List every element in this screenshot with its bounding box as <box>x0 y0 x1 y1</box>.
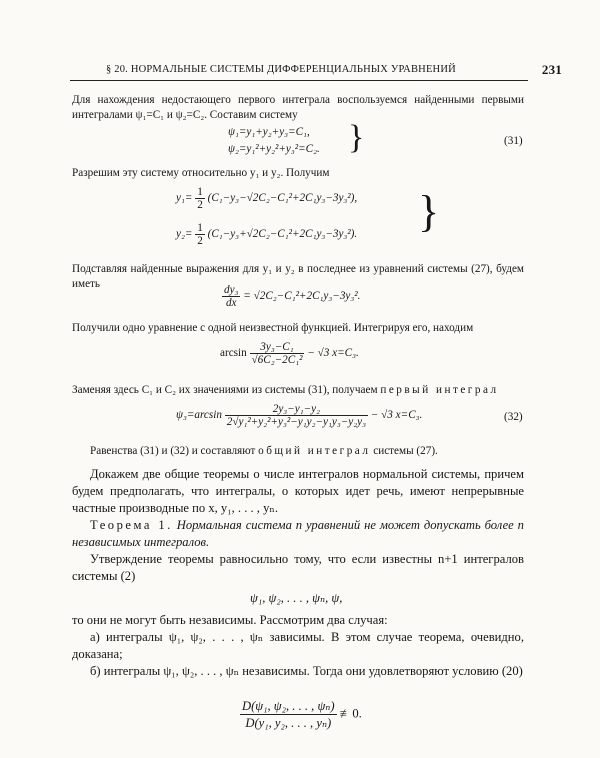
equation-dy3 <box>222 284 360 309</box>
paragraph-substitute: Подставляя найденные выражения для y₁ и y₂ в последнее из уравнений системы (27), будем иметь <box>72 263 524 290</box>
paragraph-two-cases: то они не могут быть независимы. Рассмотрим два случая: <box>72 613 388 627</box>
arcsin-fn: arcsin <box>220 347 247 360</box>
half-fraction-2: $\frac{1}{2}$ <box>197 222 203 247</box>
solution-y2 <box>176 222 357 247</box>
theorem-1 <box>72 517 524 551</box>
section-title: § 20. НОРМАЛЬНЫЕ СИСТЕМЫ ДИФФЕРЕНЦИАЛЬНЫХ УРАВНЕНИЙ <box>106 64 456 75</box>
dy3-dx-fraction: $\frac{\text{dy₃}}{dx}$ <box>224 284 239 309</box>
case-a: а) интегралы ψ₁, ψ₂, . . . , ψₙ зависимы. В этом случае теорема, очевидно, доказана; <box>72 630 524 661</box>
equation-arcsin <box>220 341 359 366</box>
theorem-label: Теорема 1. <box>90 518 173 532</box>
equation-tag-31: (31) <box>504 135 523 147</box>
psi3-lhs: ψ₃=arcsin <box>176 409 222 422</box>
running-header <box>70 62 562 81</box>
half-fraction-1: $\frac{1}{2}$ <box>197 186 203 211</box>
paragraph-integrate: Получили одно уравнение с одной неизвестной функцией. Интегрируя его, находим <box>72 322 474 334</box>
paragraph-first-integral: Заменяя здесь C₁ и C₂ их значениями из системы (31), получаем первый интеграл <box>72 384 499 396</box>
jacobian-fraction: $\frac{\text{D(ψ₁, ψ₂, . . . , ψₙ)}}{\text{D(y₁, y₂, . . . , yₙ)}}$ <box>242 699 335 730</box>
paragraph-theorems-intro: Докажем две общие теоремы о числе интегралов нормальной системы, причем будем предполагать, что интегралы, о которых идет речь, имеют непрерывные частные производные по x, y₁, . . . , yₙ. <box>72 467 524 515</box>
term-first-integral: первый интеграл <box>380 384 499 396</box>
theorem-statement: Нормальная система n уравнений не может допускать более n независимых интегралов. <box>72 518 524 549</box>
arcsin-fraction: $\frac{\text{3y₃−C₁}}{\text{√6C₂−2C₁²}}$ <box>251 341 303 366</box>
term-general-integral: общий интеграл <box>258 445 371 457</box>
equation-tag-32: (32) <box>504 411 523 423</box>
paragraph-general-integral: Равенства (31) и (32) и составляют общий интеграл системы (27). <box>90 445 438 457</box>
paragraph-solve: Разрешим эту систему относительно y₁ и y₂. Получим <box>72 167 330 179</box>
psi3-rhs: − √3 x=C₃. <box>370 409 423 422</box>
paragraph-intro: Для нахождения недостающего первого интеграла воспользуемся найденными первыми интегралами ψ₁=C₁ и ψ₂=C₂. Составим систему <box>72 94 524 121</box>
y2-lhs: y₂= <box>176 228 193 241</box>
solution-y1 <box>176 186 357 211</box>
system31-line2: ψ₂=y₁²+y₂²+y₃²=C₂. <box>228 143 320 155</box>
arcsin-rhs: − √3 x=C₃. <box>307 347 359 360</box>
equation-32 <box>176 403 422 428</box>
y2-body: (C₁−y₃+√2C₂−C₁²+2C₁y₃−3y₃²). <box>207 228 358 241</box>
jacobian-condition <box>240 698 362 731</box>
dy3-rhs: = √2C₂−C₁²+2C₁y₃−3y₃². <box>243 290 361 303</box>
paragraph-equivalent: Утверждение теоремы равносильно тому, что если известны n+1 интегралов системы (2) <box>72 552 524 583</box>
y1-body: (C₁−y₃−√2C₂−C₁²+2C₁y₃−3y₃²), <box>207 192 358 205</box>
case-b: б) интегралы ψ₁, ψ₂, . . . , ψₙ независимы. Тогда они удовлетворяют условию (20) <box>90 664 523 678</box>
system31-line1: ψ₁=y₁+y₂+y₃=C₁, <box>228 126 310 138</box>
brace-31: } <box>348 119 365 156</box>
psi3-fraction: $\frac{\text{2y₃−y₁−y₂}}{\text{2√y₁²+y₂²+y₃²−y₁y₂−y₁y₃−y₂y₃}}$ <box>226 403 366 428</box>
jacobian-rhs: ≢0. <box>339 706 362 721</box>
page-number: 231 <box>541 62 562 77</box>
y1-lhs: y₁= <box>176 192 193 205</box>
integrals-list: ψ₁, ψ₂, . . . , ψₙ, ψ, <box>250 591 343 605</box>
brace-solution: } <box>418 187 440 236</box>
